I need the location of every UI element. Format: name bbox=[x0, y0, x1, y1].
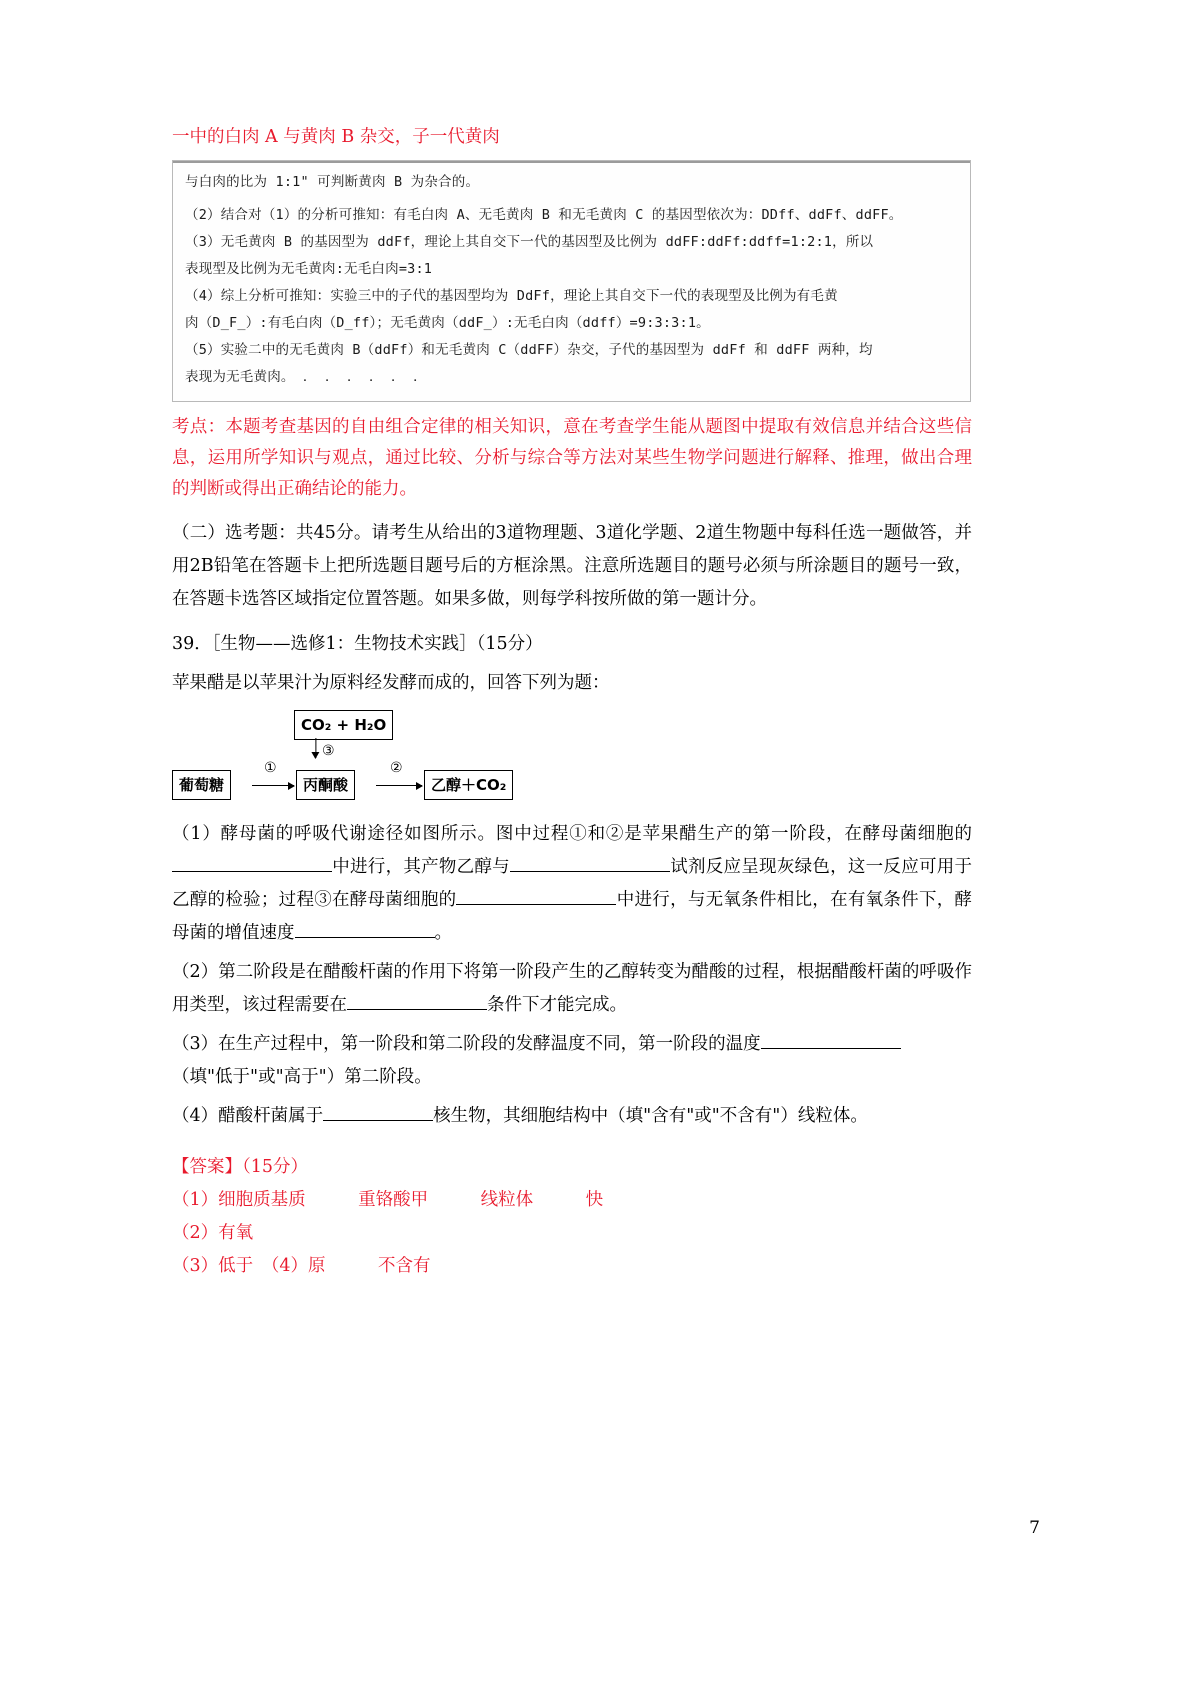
answer-blank[interactable] bbox=[295, 919, 435, 938]
diagram-node-glucose: 葡萄糖 bbox=[172, 770, 231, 800]
diagram-arrow-1 bbox=[252, 785, 294, 786]
answer-blank[interactable] bbox=[761, 1030, 901, 1049]
answer-title: 【答案】（15分） bbox=[172, 1157, 309, 1177]
quoted-line: （5）实验二中的无毛黄肉 B（ddFf）和无毛黄肉 C（ddFF）杂交，子代的基因型为 ddFf 和 ddFF 两种，均 bbox=[185, 342, 873, 358]
answer-blank[interactable] bbox=[323, 1102, 433, 1121]
diagram-step-3-label: ③ bbox=[322, 743, 335, 759]
answer-blank[interactable] bbox=[172, 853, 332, 872]
sq1-part-a: （1）酵母菌的呼吸代谢途径如图所示。图中过程①和②是苹果醋生产的第一阶段，在酵母菌细胞的 bbox=[172, 824, 972, 844]
answer-line: （1）细胞质基质 重铬酸甲 线粒体 快 bbox=[172, 1190, 604, 1210]
heading-red-text: 一中的白肉 A 与黄肉 B 杂交，子一代黄肉 bbox=[172, 127, 500, 147]
quoted-answer-box bbox=[172, 160, 971, 402]
question-title: 39．［生物——选修1：生物技术实践］（15分） bbox=[172, 634, 543, 654]
sq1-part-c: 试剂反应呈现灰绿色，这一反应可用于乙醇的检验；过程③在酵母菌细胞的 bbox=[172, 857, 973, 910]
quoted-line: （4）综上分析可推知：实验三中的子代的基因型均为 DdFf，理论上其自交下一代的表现型及比例为有毛黄 bbox=[185, 288, 838, 304]
kaodian-paragraph: 考点：本题考查基因的自由组合定律的相关知识，意在考查学生能从题图中提取有效信息并结合这些信息，运用所学知识与观点，通过比较、分析与综合等方法对某些生物学问题进行解释、推理，做出合理的判断或得出正确结论的能力。 bbox=[172, 417, 972, 499]
quoted-line: 表现型及比例为无毛黄肉:无毛白肉=3:1 bbox=[185, 261, 433, 277]
quoted-line: （3）无毛黄肉 B 的基因型为 ddFf，理论上其自交下一代的基因型及比例为 ddFF:ddFf:ddff=1:2:1，所以 bbox=[185, 234, 874, 250]
diagram-step-1-label: ① bbox=[264, 760, 277, 776]
sq2-part-b: 条件下才能完成。 bbox=[487, 995, 627, 1015]
sq3-part-b: （填"低于"或"高于"）第二阶段。 bbox=[172, 1067, 432, 1087]
sq4-part-b: 核生物，其细胞结构中（填"含有"或"不含有"）线粒体。 bbox=[433, 1106, 868, 1126]
answer-line: （3）低于 （4）原 不含有 bbox=[172, 1256, 431, 1276]
answer-blank[interactable] bbox=[456, 886, 616, 905]
document-content bbox=[172, 122, 972, 1283]
sub-question-1 bbox=[172, 818, 972, 950]
diagram-node-co2-h2o: CO₂ + H₂O bbox=[294, 710, 393, 740]
sq1-part-b: 中进行，其产物乙醇与 bbox=[332, 857, 510, 877]
sub-question-4 bbox=[172, 1100, 972, 1133]
sub-question-2 bbox=[172, 956, 972, 1022]
quoted-line: 肉（D_F_）:有毛白肉（D_ff）；无毛黄肉（ddF_）:无毛白肉（ddff）=9:3:3:1。 bbox=[185, 315, 710, 331]
diagram-arrow-up bbox=[315, 738, 316, 758]
quoted-line: 表现为无毛黄肉。 ． ． ． ． ． ． bbox=[185, 369, 427, 385]
diagram-node-pyruvate: 丙酮酸 bbox=[296, 770, 355, 800]
sq2-part-a: （2）第二阶段是在醋酸杆菌的作用下将第一阶段产生的乙醇转变为醋酸的过程，根据醋酸杆菌的呼吸作用类型，该过程需要在 bbox=[172, 962, 972, 1015]
sq4-part-a: （4）醋酸杆菌属于 bbox=[172, 1106, 324, 1126]
quoted-line: 与白肉的比为 1:1" 可判断黄肉 B 为杂合的。 bbox=[173, 161, 970, 196]
answer-blank[interactable] bbox=[510, 853, 670, 872]
answer-line: （2）有氧 bbox=[172, 1223, 254, 1243]
answer-blank[interactable] bbox=[347, 991, 487, 1010]
sub-question-3 bbox=[172, 1028, 972, 1094]
respiration-pathway-diagram bbox=[172, 710, 972, 806]
section-intro-paragraph: （二）选考题：共45分。请考生从给出的3道物理题、3道化学题、2道生物题中每科任选一题做答，并用2B铅笔在答题卡上把所选题目题号后的方框涂黑。注意所选题目的题号必须与所涂题目的题号一致，在答题卡选答区域指定位置答题。如果多做，则每学科按所做的第一题计分。 bbox=[172, 523, 972, 609]
sq1-part-d: 中进行，与无氧条件相比，在有氧条件下，酵母菌的增值速度 bbox=[172, 890, 973, 943]
diagram-step-2-label: ② bbox=[390, 760, 403, 776]
question-lead: 苹果醋是以苹果汁为原料经发酵而成的，回答下列为题： bbox=[172, 673, 610, 693]
answer-section bbox=[172, 1151, 972, 1283]
sq1-part-e: 。 bbox=[434, 923, 452, 943]
diagram-arrow-2 bbox=[376, 785, 422, 786]
diagram-node-ethanol: 乙醇＋CO₂ bbox=[424, 770, 513, 800]
sq3-part-a: （3）在生产过程中，第一阶段和第二阶段的发酵温度不同，第一阶段的温度 bbox=[172, 1034, 761, 1054]
page-number: 7 bbox=[1029, 1518, 1040, 1538]
quoted-line: （2）结合对（1）的分析可推知：有毛白肉 A、无毛黄肉 B 和无毛黄肉 C 的基因型依次为：DDff、ddFf、ddFF。 bbox=[185, 207, 903, 223]
